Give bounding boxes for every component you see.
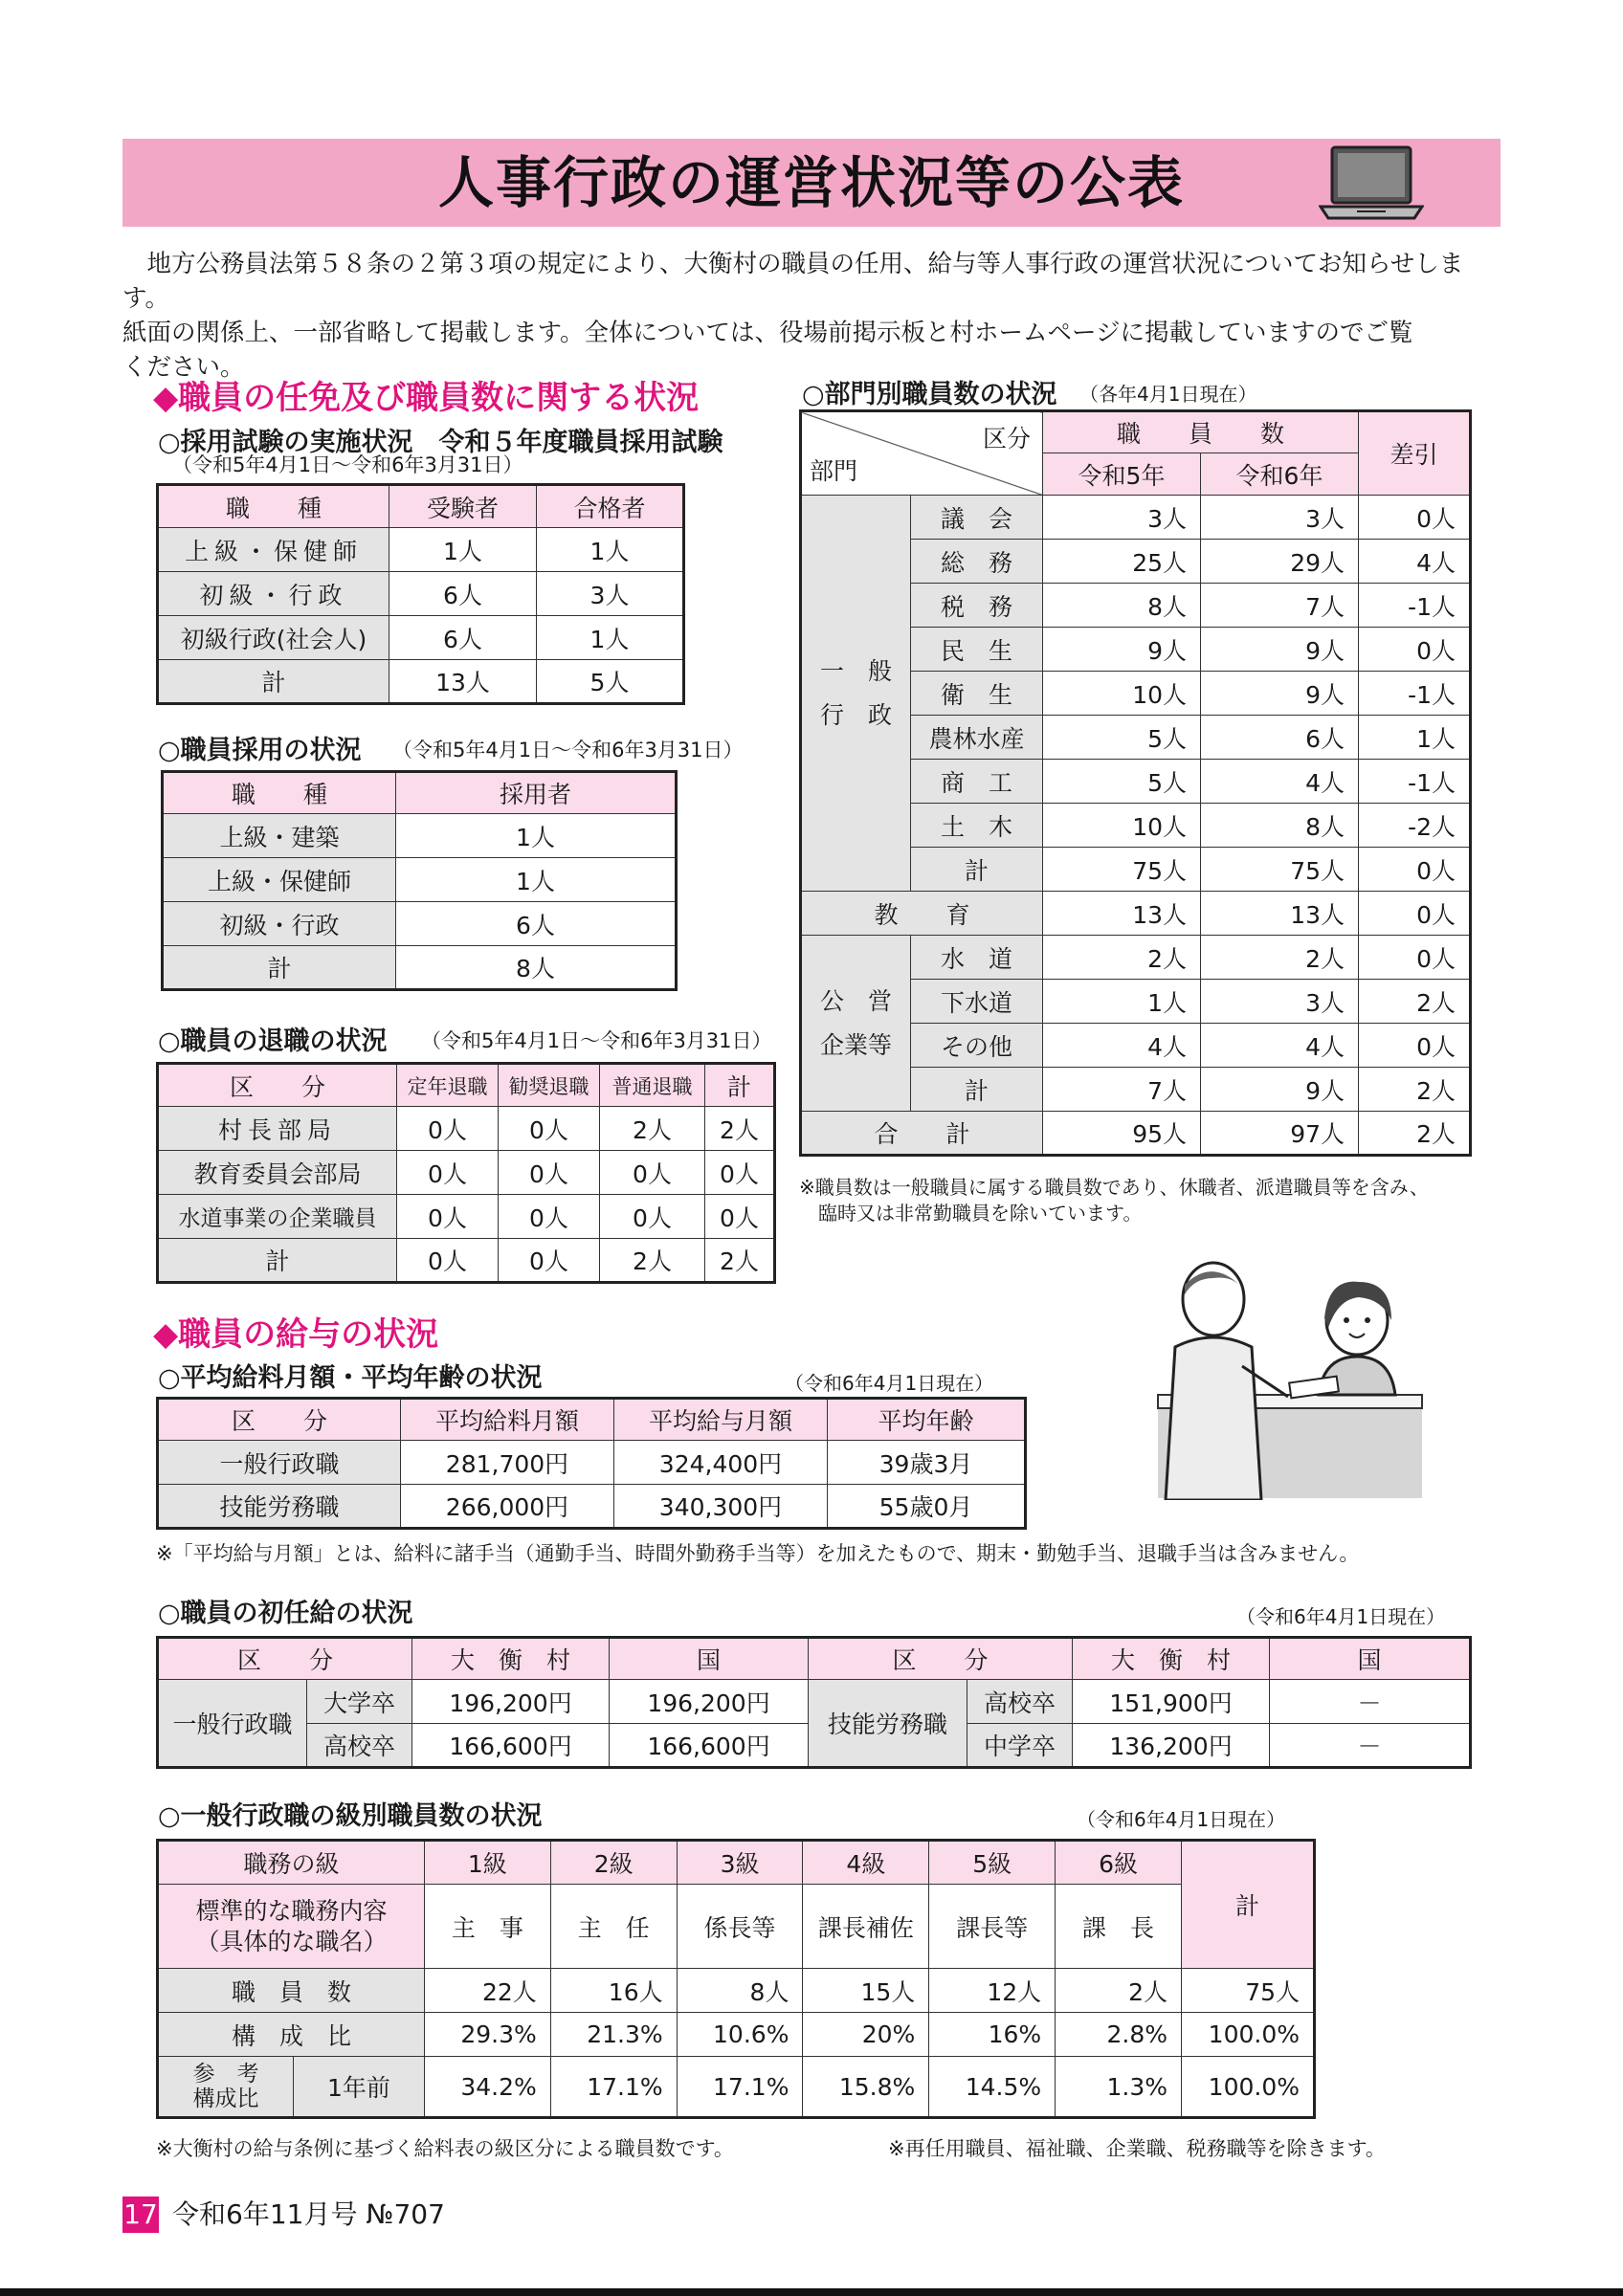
dept-asof: （各年4月1日現在） <box>1079 383 1257 406</box>
cell: 29人 <box>1201 540 1359 584</box>
cell: 10.6% <box>677 2013 803 2057</box>
col-header: 区 分 <box>158 1399 401 1441</box>
row-label: 参 考 構成比 <box>158 2057 294 2118</box>
cell: 39歳3月 <box>828 1441 1026 1485</box>
cell: 8人 <box>1201 804 1359 848</box>
cell: 12人 <box>929 1969 1056 2013</box>
col-header: 職 種 <box>163 772 396 814</box>
cell: 0人 <box>705 1195 775 1239</box>
col-header: 採用者 <box>396 772 677 814</box>
cell: 20% <box>803 2013 929 2057</box>
cell: 21.3% <box>550 2013 677 2057</box>
col-header: 国 <box>1270 1638 1471 1680</box>
table-row <box>163 814 677 858</box>
row-label: 総 務 <box>911 540 1043 584</box>
col-header: 勧奨退職 <box>499 1064 600 1107</box>
cell: 1人 <box>1043 980 1201 1024</box>
cell: 2.8% <box>1056 2013 1182 2057</box>
section-heading-salary: ◆職員の給与の状況 <box>153 1315 439 1354</box>
col-header: 1級 <box>424 1841 550 1885</box>
cell: 0人 <box>397 1107 499 1151</box>
cell: 29.3% <box>424 2013 550 2057</box>
cell: 281,700円 <box>401 1441 614 1485</box>
table-row <box>158 1680 1471 1724</box>
cell: 5人 <box>537 660 684 704</box>
row-header: 標準的な職務内容 （具体的な職名） <box>158 1885 425 1969</box>
section-heading-appointment: ◆職員の任免及び職員数に関する状況 <box>153 379 700 417</box>
starting-salary-table <box>156 1636 1472 1769</box>
cell: 主 任 <box>550 1885 677 1969</box>
table-row <box>801 496 1471 540</box>
cell: － <box>1270 1680 1471 1724</box>
cell: 0人 <box>499 1151 600 1195</box>
row-label: 初級・行政 <box>163 902 396 946</box>
row-label: 衛 生 <box>911 672 1043 716</box>
row-label: 1年前 <box>293 2057 424 2118</box>
cell: 15人 <box>803 1969 929 2013</box>
cell: 6人 <box>389 616 537 660</box>
col-header: 2級 <box>550 1841 677 1885</box>
col-header: 4級 <box>803 1841 929 1885</box>
row-label: 農林水産 <box>911 716 1043 760</box>
cell: 1人 <box>389 528 537 572</box>
cell: 136,200円 <box>1073 1724 1270 1768</box>
dept-title: ○部門別職員数の状況 <box>802 380 1057 409</box>
cell: 16人 <box>550 1969 677 2013</box>
cell: -1人 <box>1359 672 1471 716</box>
cell: 2人 <box>1201 936 1359 980</box>
cell: 100.0% <box>1181 2013 1314 2057</box>
cell: 課長等 <box>929 1885 1056 1969</box>
row-label: 計 <box>163 946 396 990</box>
row-label: 議 会 <box>911 496 1043 540</box>
table-row <box>158 2057 1315 2118</box>
cell: 課長補佐 <box>803 1885 929 1969</box>
avg-salary-table <box>156 1397 1027 1530</box>
cell: 0人 <box>499 1107 600 1151</box>
grade-note: ※大衡村の給与条例に基づく給料表の級区分による職員数です。 <box>156 2137 734 2160</box>
cell: 75人 <box>1181 1969 1314 2013</box>
row-label: 計 <box>158 1239 397 1283</box>
table-row <box>158 1239 775 1283</box>
col-header: 3級 <box>677 1841 803 1885</box>
row-label: 上級・保健師 <box>163 858 396 902</box>
cell: 95人 <box>1043 1112 1201 1156</box>
grade-table <box>156 1839 1316 2119</box>
hire-table <box>161 770 678 991</box>
avg-note: ※「平均給与月額」とは、給料に諸手当（通勤手当、時間外勤務手当等）を加えたもので、期末・勤勉手当、退職手当は含みません。 <box>156 1542 1360 1565</box>
table-row <box>158 616 684 660</box>
laptop-icon <box>1319 144 1424 222</box>
col-header: 大 衡 村 <box>1073 1638 1270 1680</box>
cell: 1人 <box>1359 716 1471 760</box>
cell: 100.0% <box>1181 2057 1314 2118</box>
table-row <box>801 936 1471 980</box>
cell: 25人 <box>1043 540 1201 584</box>
starting-asof: （令和6年4月1日現在） <box>1236 1605 1446 1628</box>
cell: 13人 <box>1043 892 1201 936</box>
cell: 7人 <box>1201 584 1359 628</box>
cell: － <box>1270 1724 1471 1768</box>
cell: 0人 <box>1359 892 1471 936</box>
row-label: 水 道 <box>911 936 1043 980</box>
grade-asof: （令和6年4月1日現在） <box>1077 1808 1286 1831</box>
table-row <box>163 858 677 902</box>
dept-table <box>799 409 1472 1157</box>
cell: 2人 <box>1359 980 1471 1024</box>
col-header: 区 分 <box>158 1638 412 1680</box>
cell: 2人 <box>705 1107 775 1151</box>
col-header: 職 種 <box>158 485 389 528</box>
table-row <box>158 528 684 572</box>
row-label: 初級・行政 <box>158 572 389 616</box>
cell: 8人 <box>1043 584 1201 628</box>
col-header: 令和6年 <box>1201 453 1359 496</box>
cell: 17.1% <box>677 2057 803 2118</box>
exam-period: （令和5年4月1日～令和6年3月31日） <box>172 453 523 476</box>
col-header: 5級 <box>929 1841 1056 1885</box>
cell: 0人 <box>600 1151 705 1195</box>
cell: 2人 <box>705 1239 775 1283</box>
cell: 9人 <box>1201 1068 1359 1112</box>
cell: 2人 <box>1359 1068 1471 1112</box>
cell: -1人 <box>1359 760 1471 804</box>
table-row <box>158 1441 1026 1485</box>
cell: 10人 <box>1043 672 1201 716</box>
cell: 0人 <box>1359 936 1471 980</box>
col-header: 計 <box>1181 1841 1314 1969</box>
table-row <box>158 1195 775 1239</box>
cell: 3人 <box>1201 980 1359 1024</box>
group-label: 一般行政職 <box>158 1680 307 1768</box>
table-row <box>158 1969 1315 2013</box>
col-header: 平均給与月額 <box>614 1399 828 1441</box>
starting-title: ○職員の初任給の状況 <box>158 1599 413 1628</box>
hire-title: ○職員採用の状況 <box>158 736 362 765</box>
table-row <box>158 1485 1026 1529</box>
cell: 0人 <box>397 1195 499 1239</box>
cell: 266,000円 <box>401 1485 614 1529</box>
table-row <box>163 902 677 946</box>
cell: 22人 <box>424 1969 550 2013</box>
cell: 3人 <box>537 572 684 616</box>
cell: 1人 <box>396 814 677 858</box>
row-label: 税 務 <box>911 584 1043 628</box>
cell: 主 事 <box>424 1885 550 1969</box>
row-label: 職 員 数 <box>158 1969 425 2013</box>
row-label: 中学卒 <box>967 1724 1073 1768</box>
hire-period: （令和5年4月1日～令和6年3月31日） <box>392 739 744 762</box>
row-label: 一般行政職 <box>158 1441 401 1485</box>
page-title: 人事行政の運営状況等の公表 <box>437 150 1185 215</box>
col-header: 区 分 <box>158 1064 397 1107</box>
retire-period: （令和5年4月1日～令和6年3月31日） <box>421 1029 772 1052</box>
row-label: 上級・保健師 <box>158 528 389 572</box>
col-header: 平均給料月額 <box>401 1399 614 1441</box>
cell: 0人 <box>600 1195 705 1239</box>
cell: 14.5% <box>929 2057 1056 2118</box>
cell: 8人 <box>677 1969 803 2013</box>
cell: 324,400円 <box>614 1441 828 1485</box>
cell: 1.3% <box>1056 2057 1182 2118</box>
cell: 2人 <box>1056 1969 1182 2013</box>
table-row <box>163 946 677 990</box>
exam-title: ○採用試験の実施状況 令和５年度職員採用試験 <box>158 428 723 457</box>
col-header: 定年退職 <box>397 1064 499 1107</box>
cell: 課 長 <box>1056 1885 1182 1969</box>
col-header: 受験者 <box>389 485 537 528</box>
retire-title: ○職員の退職の状況 <box>158 1027 388 1056</box>
group-label: 公 営 企業等 <box>801 936 911 1112</box>
row-label: 高校卒 <box>307 1724 412 1768</box>
cell: 4人 <box>1201 760 1359 804</box>
avg-title: ○平均給料月額・平均年齢の状況 <box>158 1363 543 1393</box>
row-label: 構 成 比 <box>158 2013 425 2057</box>
cell: 15.8% <box>803 2057 929 2118</box>
row-label: 初級行政(社会人) <box>158 616 389 660</box>
bottom-rule <box>0 2288 1623 2296</box>
cell: 0人 <box>1359 496 1471 540</box>
cell: 2人 <box>600 1239 705 1283</box>
cell: 0人 <box>397 1239 499 1283</box>
cell: 0人 <box>1359 848 1471 892</box>
cell: 17.1% <box>550 2057 677 2118</box>
col-header: 平均年齢 <box>828 1399 1026 1441</box>
exam-table <box>156 483 685 705</box>
issue-label: 令和6年11月号 №707 <box>172 2198 445 2230</box>
header-kubun: 区分 <box>982 425 1031 453</box>
cell: 16% <box>929 2013 1056 2057</box>
cell: 6人 <box>1201 716 1359 760</box>
cell: 75人 <box>1043 848 1201 892</box>
col-header: 6級 <box>1056 1841 1182 1885</box>
row-label: 計 <box>911 848 1043 892</box>
cell: 9人 <box>1201 672 1359 716</box>
counter-illustration <box>1156 1261 1424 1500</box>
row-label: 合 計 <box>801 1112 1043 1156</box>
row-label: 水道事業の企業職員 <box>158 1195 397 1239</box>
col-header: 普通退職 <box>600 1064 705 1107</box>
cell: -1人 <box>1359 584 1471 628</box>
row-label: 教育委員会部局 <box>158 1151 397 1195</box>
header-bumon: 部門 <box>810 457 858 485</box>
retire-table <box>156 1062 776 1284</box>
cell: 0人 <box>1359 1024 1471 1068</box>
row-label: その他 <box>911 1024 1043 1068</box>
cell: 0人 <box>1359 628 1471 672</box>
col-header: 計 <box>705 1064 775 1107</box>
row-label: 計 <box>911 1068 1043 1112</box>
cell: 9人 <box>1043 628 1201 672</box>
cell: 0人 <box>397 1151 499 1195</box>
cell: 6人 <box>396 902 677 946</box>
cell: 75人 <box>1201 848 1359 892</box>
col-header: 令和5年 <box>1043 453 1201 496</box>
col-header: 合格者 <box>537 485 684 528</box>
col-header: 差引 <box>1359 411 1471 496</box>
cell: 4人 <box>1359 540 1471 584</box>
table-row <box>158 1107 775 1151</box>
group-label: 一 般 行 政 <box>801 496 911 892</box>
group-label: 技能労務職 <box>809 1680 967 1768</box>
cell: 2人 <box>600 1107 705 1151</box>
row-label: 技能労務職 <box>158 1485 401 1529</box>
row-label: 教 育 <box>801 892 1043 936</box>
col-header: 大 衡 村 <box>412 1638 610 1680</box>
cell: 166,600円 <box>610 1724 809 1768</box>
grade-title: ○一般行政職の級別職員数の状況 <box>158 1801 543 1831</box>
cell: 7人 <box>1043 1068 1201 1112</box>
table-row <box>158 1151 775 1195</box>
row-label: 高校卒 <box>967 1680 1073 1724</box>
dept-note: ※職員数は一般職員に属する職員数であり、休職者、派遣職員等を含み、 <box>799 1176 1429 1199</box>
table-row <box>158 572 684 616</box>
cell: 4人 <box>1201 1024 1359 1068</box>
col-header: 職 員 数 <box>1043 411 1359 453</box>
cell: 係長等 <box>677 1885 803 1969</box>
row-label: 民 生 <box>911 628 1043 672</box>
cell: 2人 <box>1043 936 1201 980</box>
cell: 151,900円 <box>1073 1680 1270 1724</box>
cell: 1人 <box>537 528 684 572</box>
row-label: 商 工 <box>911 760 1043 804</box>
cell: 10人 <box>1043 804 1201 848</box>
cell: 1人 <box>396 858 677 902</box>
cell: 1人 <box>537 616 684 660</box>
cell: 4人 <box>1043 1024 1201 1068</box>
cell: 5人 <box>1043 760 1201 804</box>
col-header: 区 分 <box>809 1638 1073 1680</box>
dept-note: 臨時又は非常勤職員を除いています。 <box>799 1202 1143 1225</box>
row-label: 村長部局 <box>158 1107 397 1151</box>
cell: 13人 <box>1201 892 1359 936</box>
cell: 34.2% <box>424 2057 550 2118</box>
intro-line: 紙面の関係上、一部省略して掲載します。全体については、役場前掲示板と村ホームページに掲載していますのでご覧 <box>122 319 1413 347</box>
cell: 3人 <box>1201 496 1359 540</box>
table-row <box>801 1112 1471 1156</box>
cell: 166,600円 <box>412 1724 610 1768</box>
cell: 196,200円 <box>412 1680 610 1724</box>
table-row <box>158 660 684 704</box>
cell: 2人 <box>1359 1112 1471 1156</box>
row-label: 下水道 <box>911 980 1043 1024</box>
intro-line: ください。 <box>122 353 245 382</box>
cell: 55歳0月 <box>828 1485 1026 1529</box>
col-header: 職務の級 <box>158 1841 425 1885</box>
intro-text <box>122 247 1505 385</box>
cell: 6人 <box>389 572 537 616</box>
col-header: 国 <box>610 1638 809 1680</box>
header-diagonal-cell <box>801 411 1043 496</box>
row-label: 計 <box>158 660 389 704</box>
page-number: 17 <box>122 2197 159 2233</box>
cell: 9人 <box>1201 628 1359 672</box>
cell: 0人 <box>705 1151 775 1195</box>
row-label: 土 木 <box>911 804 1043 848</box>
row-label: 上級・建築 <box>163 814 396 858</box>
cell: 8人 <box>396 946 677 990</box>
table-row <box>801 892 1471 936</box>
grade-note: ※再任用職員、福祉職、企業職、税務職等を除きます。 <box>888 2137 1386 2160</box>
avg-asof: （令和6年4月1日現在） <box>785 1372 994 1395</box>
row-label: 大学卒 <box>307 1680 412 1724</box>
intro-line: 地方公務員法第５８条の２第３項の規定により、大衡村の職員の任用、給与等人事行政の運営状況についてお知らせします。 <box>122 250 1464 313</box>
cell: 13人 <box>389 660 537 704</box>
cell: -2人 <box>1359 804 1471 848</box>
cell: 97人 <box>1201 1112 1359 1156</box>
cell: 3人 <box>1043 496 1201 540</box>
cell: 196,200円 <box>610 1680 809 1724</box>
cell: 0人 <box>499 1239 600 1283</box>
cell: 340,300円 <box>614 1485 828 1529</box>
table-row <box>158 2013 1315 2057</box>
cell: 5人 <box>1043 716 1201 760</box>
cell: 0人 <box>499 1195 600 1239</box>
